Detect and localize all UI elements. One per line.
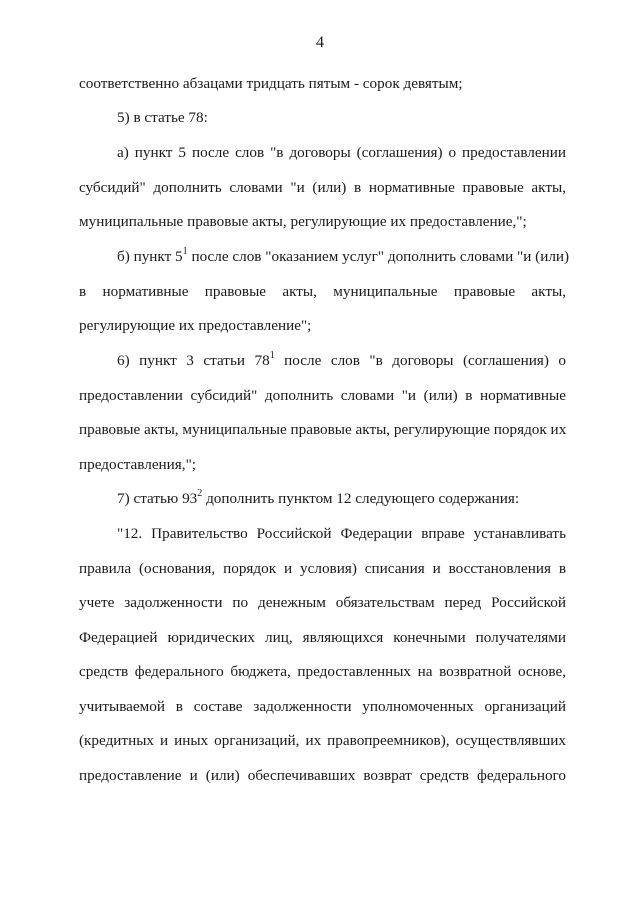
superscript: 1 [182,245,188,257]
text-line: (кредитных и иных организаций, их правопреемников), осуществлявших [79,732,566,749]
text-line: Федерацией юридических лиц, являющихся конечными получателями [79,629,566,646]
text-line: "12. Правительство Российской Федерации вправе устанавливать [117,525,566,542]
text-line: учитываемой в составе задолженности уполномоченных организаций [79,698,566,715]
text-line: предоставлении субсидий" дополнить словами "и (или) в нормативные [79,387,566,404]
text-line: предоставления,"; [79,456,197,473]
text-line: 5) в статье 78: [117,109,208,126]
superscript: 2 [197,487,203,499]
text-line: 7) статью $93^2$ дополнить пунктом 12 следующего содержания: [117,487,520,507]
text-line: 6) пункт 3 статьи $78^1$ после слов "в договоры (соглашения) о [117,349,566,369]
superscript: 1 [269,349,275,361]
text-line: регулирующие их предоставление"; [79,317,312,334]
text-line: средств федерального бюджета, предоставленных на возвратной основе, [79,663,566,680]
page-number: 4 [316,34,324,51]
text-line: правовые акты, муниципальные правовые акты, регулирующие порядок их [79,421,567,438]
text-line: а) пункт 5 после слов "в договоры (соглашения) о предоставлении [117,144,566,161]
text-line: муниципальные правовые акты, регулирующие их предоставление,"; [79,213,527,230]
text-line: предоставление и (или) обеспечивавших возврат средств федерального [79,767,566,784]
text-line: правила (основания, порядок и условия) списания и восстановления в [79,560,566,577]
text-line: в нормативные правовые акты, муниципальные правовые акты, [79,283,566,300]
text-line: учете задолженности по денежным обязательствам перед Российской [79,594,566,611]
text-line: субсидий" дополнить словами "и (или) в нормативные правовые акты, [79,179,566,196]
text-line: б) пункт $5^1$ после слов "оказанием услуг" дополнить словами "и (или) [117,245,570,265]
text-line: соответственно абзацами тридцать пятым - сорок девятым; [79,75,463,92]
